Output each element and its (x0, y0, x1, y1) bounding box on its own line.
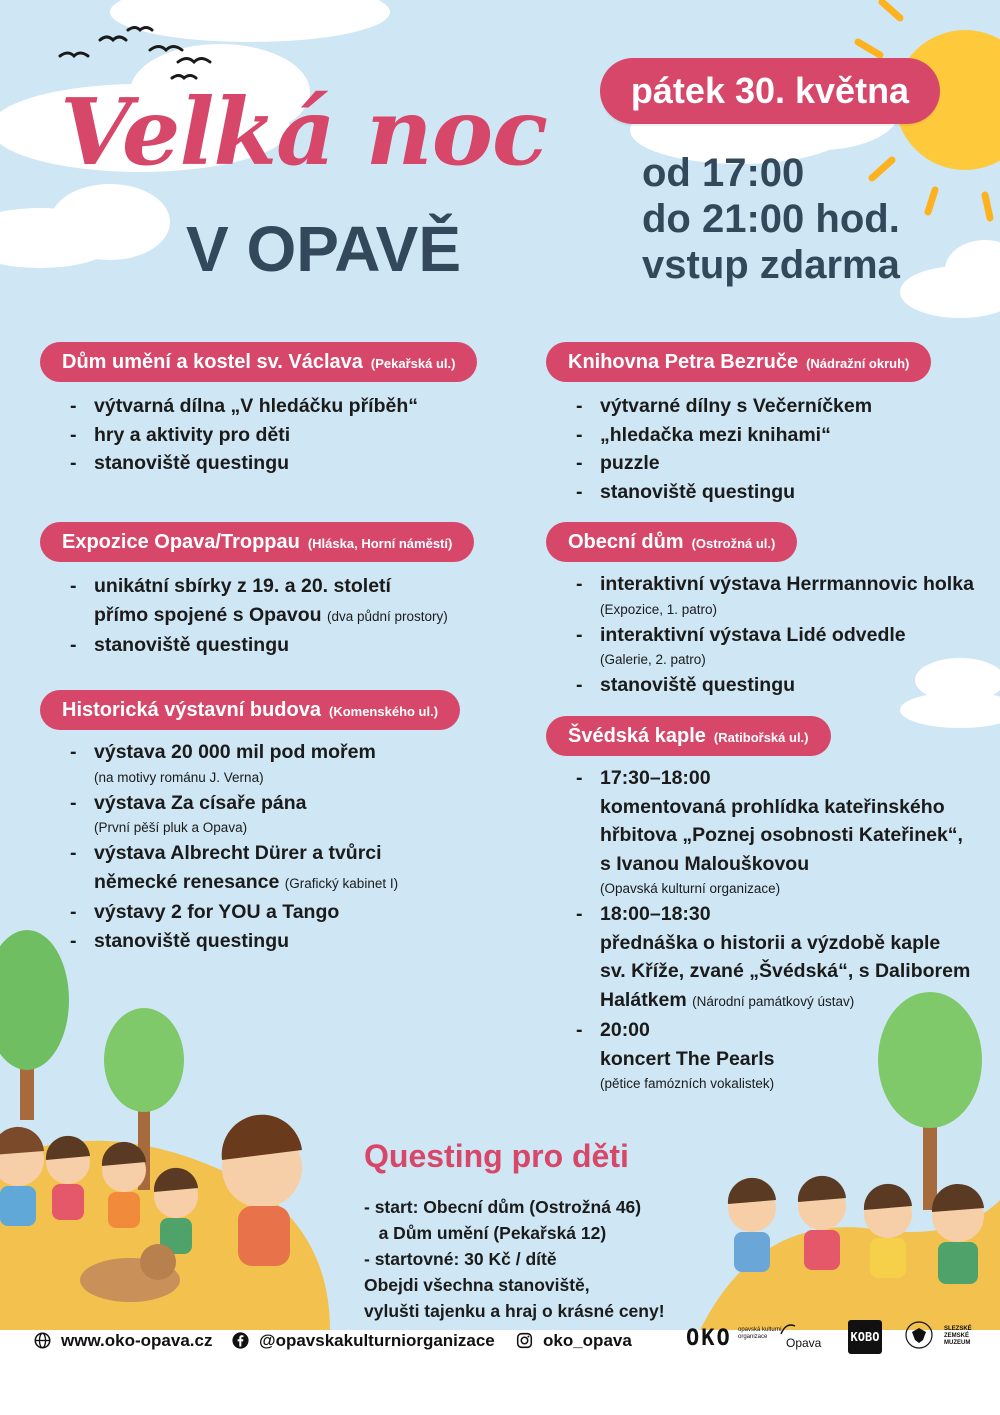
section-address: (Nádražní okruh) (806, 356, 910, 371)
list-item-text: - interaktivní výstava Herrmannovic holka (600, 573, 974, 595)
list-item: - stanoviště questingu (66, 449, 418, 478)
list-item-note: (dva půdní prostory) (326, 608, 448, 624)
time-line: do 21:00 hod. (642, 197, 900, 241)
list-item-text: přímo spojené s Opavou (94, 603, 322, 626)
list-item: - stanoviště questingu (66, 927, 398, 956)
footer-facebook[interactable] (232, 1330, 495, 1352)
section-name: Obecní dům (568, 531, 684, 553)
footer-instagram[interactable] (516, 1330, 632, 1352)
section-name: Švédská kaple (568, 725, 706, 747)
section-header-historicka (40, 690, 460, 730)
section-name: Dům umění a kostel sv. Václava (62, 351, 363, 373)
section-name: Knihovna Petra Bezruče (568, 351, 799, 373)
list-item-note: (Galerie, 2. patro) (600, 652, 706, 667)
list-item: - hry a aktivity pro děti (66, 421, 418, 450)
list-dum-umeni (66, 392, 418, 478)
event-text: hřbitova „Poznej osobnosti Kateřinek“, (600, 824, 963, 846)
questing-line: a Dům umění (Pekařská 12) (364, 1223, 607, 1243)
section-header-knihovna (546, 342, 931, 382)
questing-line: - startovné: 30 Kč / dítě (364, 1249, 557, 1269)
list-item-text: - výstava Albrecht Dürer a tvůrci (94, 842, 382, 864)
section-address: (Komenského ul.) (328, 704, 439, 719)
instagram-link[interactable]: oko_opava (543, 1331, 632, 1350)
list-item: - stanoviště questingu (572, 478, 872, 507)
event-text: koncert The Pearls (600, 1047, 775, 1070)
list-item (66, 572, 448, 631)
event-note: (Národní památkový ústav) (692, 993, 855, 1009)
list-item (572, 621, 974, 672)
event-text: komentovaná prohlídka kateřinského (600, 795, 945, 818)
list-historicka (66, 738, 398, 955)
questing-line: Obejdi všechna stanoviště, (364, 1275, 590, 1295)
event-time: - 20:00 (600, 1019, 650, 1041)
list-item-text: - unikátní sbírky z 19. a 20. století (94, 575, 391, 597)
list-item (572, 570, 974, 621)
opava-logo-mark (780, 1322, 796, 1336)
section-header-expozice (40, 522, 474, 562)
section-header-obecni-dum (546, 522, 797, 562)
section-header-svedska-kaple (546, 716, 831, 756)
list-item-text: německé renesance (94, 870, 280, 893)
list-item (572, 764, 970, 900)
globe-icon (34, 1332, 51, 1349)
list-item (572, 1016, 970, 1095)
list-item (572, 900, 970, 1016)
opava-logo: Opava (786, 1336, 822, 1350)
list-item-text: - výstava Za císaře pána (94, 791, 307, 814)
list-item: - „hledačka mezi knihami“ (572, 421, 872, 450)
museum-eagle-logo (904, 1320, 934, 1350)
list-item: - stanoviště questingu (572, 671, 974, 700)
list-item: - výtvarné dílny s Večerníčkem (572, 392, 872, 421)
list-knihovna (572, 392, 872, 506)
list-item (66, 738, 398, 789)
facebook-link[interactable]: @opavskakulturniorganizace (259, 1331, 495, 1350)
section-name: Historická výstavní budova (62, 699, 321, 721)
questing-title: Questing pro děti (364, 1138, 629, 1174)
list-obecni-dum (572, 570, 974, 700)
website-link[interactable]: www.oko-opava.cz (61, 1331, 213, 1350)
list-item-note: (První pěší pluk a Opava) (94, 820, 248, 835)
questing-info (364, 1194, 724, 1324)
event-text: s Ivanou Malouškovou (600, 852, 810, 875)
list-item-note: (Expozice, 1. patro) (600, 601, 718, 617)
section-name: Expozice Opava/Troppau (62, 531, 300, 553)
section-address: (Hláska, Horní náměstí) (307, 536, 453, 551)
questing-line: vylušti tajenku a hraj o krásné ceny! (364, 1301, 665, 1321)
list-item (66, 839, 398, 898)
instagram-icon (516, 1332, 533, 1349)
list-item: - stanoviště questingu (66, 631, 448, 660)
event-text: sv. Kříže, zvané „Švédská“, s Daliborem (600, 960, 971, 982)
list-item-text: - interaktivní výstava Lidé odvedle (600, 623, 906, 646)
footer-website[interactable] (34, 1330, 212, 1352)
list-item-text: - výstava 20 000 mil pod mořem (94, 741, 376, 763)
event-note: (Opavská kulturní organizace) (600, 881, 781, 896)
list-item (66, 789, 398, 840)
facebook-icon (232, 1332, 249, 1349)
time-info (642, 150, 982, 288)
list-item-note: (Grafický kabinet I) (284, 875, 399, 891)
museum-logo-text: SLEZSKÉ ZEMSKÉ MUZEUM (944, 1326, 972, 1346)
kabinet-logo: KOBO (848, 1320, 882, 1354)
event-time: - 18:00–18:30 (600, 903, 711, 925)
time-line: vstup zdarma (642, 243, 900, 287)
list-expozice (66, 572, 448, 660)
section-address: (Ratibořská ul.) (713, 730, 809, 745)
questing-line: - start: Obecní dům (Ostrožná 46) (364, 1197, 642, 1217)
list-item: - výtvarná dílna „V hledáčku příběh“ (66, 392, 418, 421)
event-text: Halátkem (600, 988, 687, 1011)
event-time: - 17:30–18:00 (600, 767, 711, 789)
date-badge: pátek 30. května (600, 58, 940, 124)
page-title: Velká noc (60, 78, 548, 186)
page-subtitle: V OPAVĚ (186, 213, 462, 285)
list-item: - puzzle (572, 449, 872, 478)
section-address: (Ostrožná ul.) (691, 536, 776, 551)
list-item-note: (na motivy románu J. Verna) (94, 769, 264, 785)
oko-logo: OKO (686, 1326, 732, 1351)
list-svedska-kaple (572, 764, 970, 1095)
list-item: - výstavy 2 for YOU a Tango (66, 898, 398, 927)
event-note: (pětice famózních vokalistek) (600, 1076, 775, 1091)
time-line: od 17:00 (642, 151, 805, 195)
section-address: (Pekařská ul.) (370, 356, 456, 371)
event-text: přednáška o historii a výzdobě kaple (600, 931, 941, 954)
section-header-dum-umeni (40, 342, 477, 382)
oko-logo-subtitle: opavská kulturní organizace (738, 1327, 782, 1340)
